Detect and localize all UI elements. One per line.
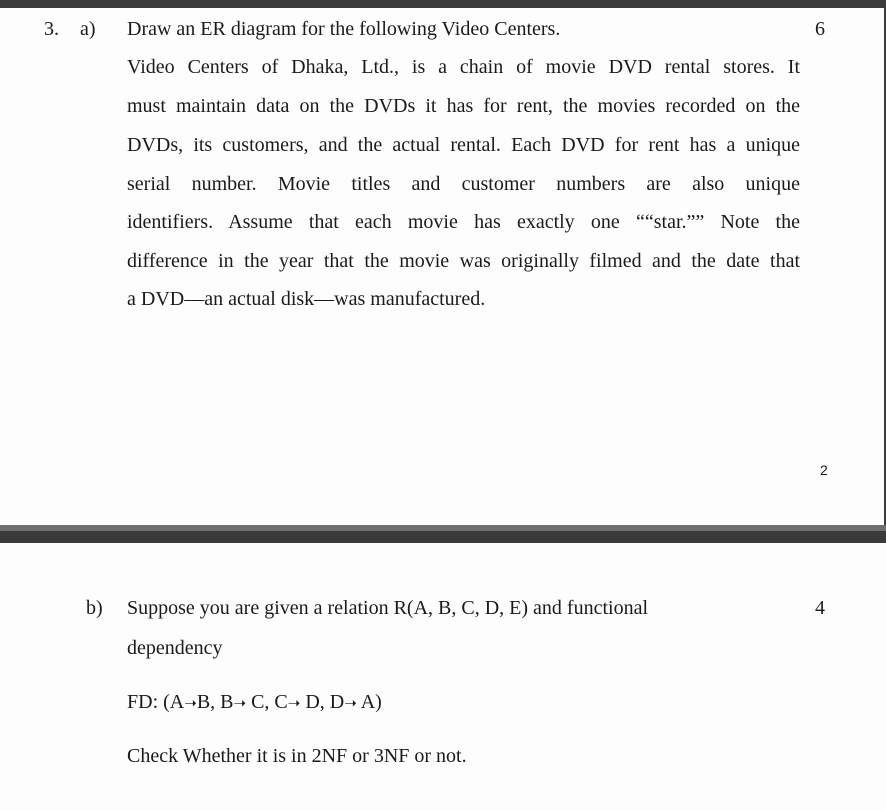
part-a-line-3: DVDs, its customers, and the actual rental. Each DVD for rent has a unique [127, 134, 800, 156]
question-number: 3. [44, 18, 59, 40]
arrow-icon: ➝ [287, 694, 301, 712]
fd-part-1: B, B [196, 691, 234, 713]
part-a-line-2: must maintain data on the DVDs it has for rent, the movies recorded on the [127, 95, 800, 117]
arrow-icon: ➝ [344, 694, 357, 712]
part-b-check: Check Whether it is in 2NF or 3NF or not. [127, 745, 467, 767]
part-a-marks: 6 [815, 18, 825, 40]
fd-prefix: FD: (A [127, 691, 185, 713]
arrow-icon: ➝ [233, 694, 247, 712]
arrow-icon: ➝ [184, 694, 197, 712]
part-a-line-7: a DVD—an actual disk—was manufactured. [127, 288, 486, 310]
fd-part-3: D, D [300, 691, 345, 713]
part-a-line-6: difference in the year that the movie was originally filmed and the date that [127, 250, 800, 272]
part-b-line-2: dependency [127, 637, 223, 659]
part-b-marks: 4 [815, 597, 825, 619]
part-a-heading: Draw an ER diagram for the following Video Centers. [127, 18, 561, 40]
part-a-line-4: serial number. Movie titles and customer numbers are also unique [127, 173, 800, 195]
fd-part-4: A) [356, 691, 382, 713]
part-b-label: b) [86, 597, 103, 619]
fd-part-2: C, C [246, 691, 288, 713]
part-a-label: a) [80, 18, 96, 40]
functional-dependency [127, 690, 382, 715]
part-b-line-1: Suppose you are given a relation R(A, B, C, D, E) and functional [127, 597, 648, 619]
side-number: 2 [820, 462, 828, 478]
part-a-line-5: identifiers. Assume that each movie has exactly one ““star.”” Note the [127, 211, 800, 233]
page-top [0, 8, 884, 525]
part-a-line-1: Video Centers of Dhaka, Ltd., is a chain of movie DVD rental stores. It [127, 56, 800, 78]
page-divider [0, 525, 886, 531]
page-bottom [0, 543, 886, 811]
